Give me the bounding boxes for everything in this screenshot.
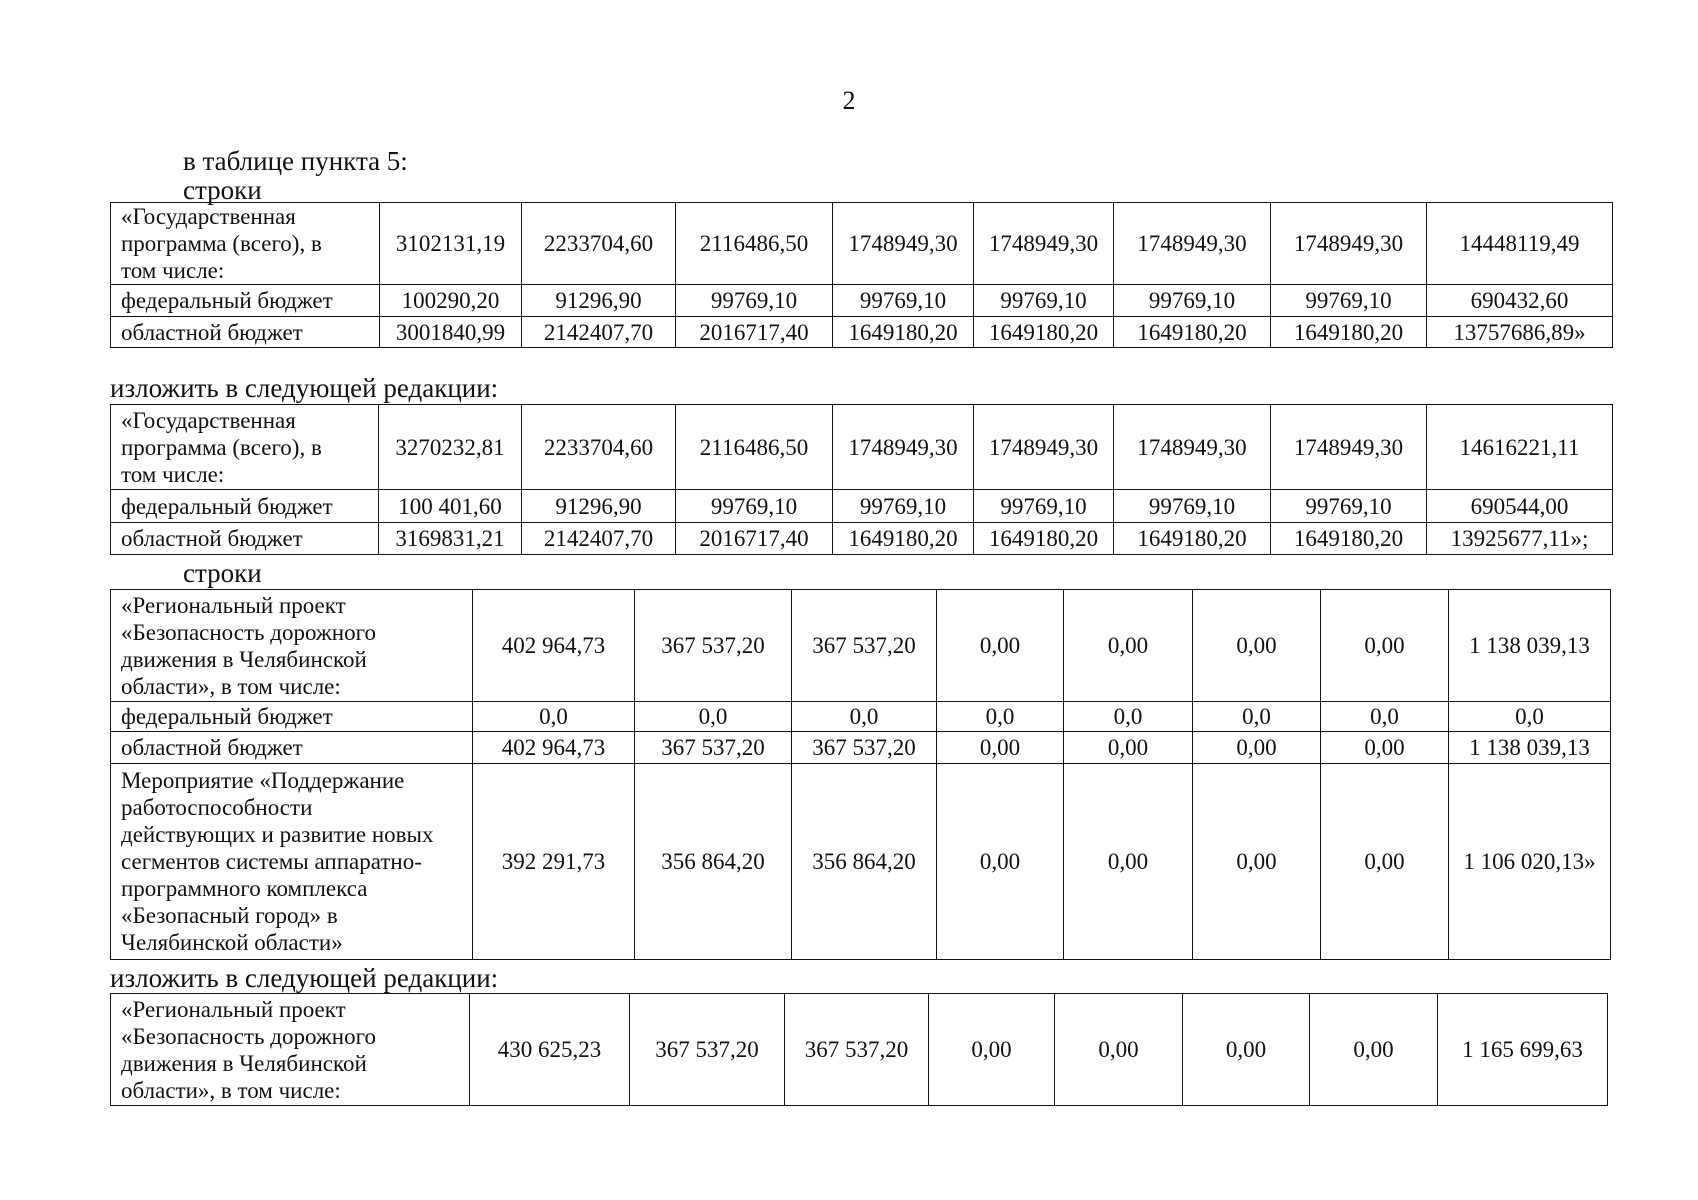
row-label <box>111 702 473 732</box>
value-cell: 99769,10 <box>676 490 833 523</box>
value-cell: 367 537,20 <box>792 590 937 702</box>
row-label-line: «Государственная <box>121 407 296 433</box>
row-label-line: действующих и развитие новых <box>121 822 434 847</box>
value-cell: 0,00 <box>929 994 1055 1106</box>
value-cell: 690544,00 <box>1427 490 1613 523</box>
value-cell: 14448119,49 <box>1427 203 1613 285</box>
value-cell: 1748949,30 <box>1271 203 1427 285</box>
value-cell: 1 106 020,13» <box>1449 764 1611 960</box>
value-cell: 1748949,30 <box>974 203 1114 285</box>
value-cell: 99769,10 <box>1114 285 1271 317</box>
row-label-line: программа (всего), в <box>121 434 322 460</box>
value-cell: 367 537,20 <box>792 732 937 764</box>
value-cell: 0,00 <box>1321 732 1449 764</box>
row-label-line: областной бюджет <box>121 319 303 345</box>
value-cell: 100290,20 <box>380 285 522 317</box>
table-row <box>111 732 1611 764</box>
row-label-line: Мероприятие «Поддержание <box>121 768 405 793</box>
value-cell: 1748949,30 <box>833 405 974 490</box>
row-label <box>111 490 379 523</box>
row-label <box>111 732 473 764</box>
value-cell: 0,0 <box>1064 702 1193 732</box>
value-cell: 1748949,30 <box>1271 405 1427 490</box>
value-cell: 99769,10 <box>676 285 833 317</box>
value-cell: 1649180,20 <box>1114 317 1271 348</box>
value-cell: 0,00 <box>1193 764 1321 960</box>
value-cell: 392 291,73 <box>473 764 635 960</box>
value-cell: 356 864,20 <box>635 764 792 960</box>
row-label-line: областной бюджет <box>121 526 303 551</box>
row-label-line: движения в Челябинской <box>121 1050 367 1076</box>
value-cell: 0,00 <box>1193 732 1321 764</box>
table-road-safety-old <box>110 589 1611 960</box>
row-label-line: программного комплекса <box>121 876 368 901</box>
row-label-line: федеральный бюджет <box>121 493 333 519</box>
table-row <box>111 490 1613 523</box>
value-cell: 91296,90 <box>522 285 676 317</box>
label-rows-1: строки <box>183 175 262 205</box>
row-label-line: том числе: <box>121 461 225 487</box>
value-cell: 0,00 <box>1310 994 1438 1106</box>
value-cell: 0,00 <box>937 764 1064 960</box>
value-cell: 0,00 <box>1321 764 1449 960</box>
value-cell: 0,00 <box>1193 590 1321 702</box>
value-cell: 1 138 039,13 <box>1449 590 1611 702</box>
value-cell: 99769,10 <box>833 490 974 523</box>
value-cell: 1649180,20 <box>1271 523 1427 555</box>
value-cell: 356 864,20 <box>792 764 937 960</box>
row-label-line: сегментов системы аппаратно- <box>121 849 422 874</box>
value-cell: 1649180,20 <box>833 523 974 555</box>
value-cell: 0,0 <box>1193 702 1321 732</box>
row-label <box>111 523 379 555</box>
value-cell: 0,00 <box>1321 590 1449 702</box>
value-cell: 0,0 <box>473 702 635 732</box>
value-cell: 3270232,81 <box>379 405 522 490</box>
value-cell: 0,00 <box>937 732 1064 764</box>
value-cell: 1748949,30 <box>974 405 1114 490</box>
row-label-line: федеральный бюджет <box>121 288 333 313</box>
table-row <box>111 523 1613 555</box>
value-cell: 367 537,20 <box>635 732 792 764</box>
value-cell: 99769,10 <box>833 285 974 317</box>
value-cell: 1649180,20 <box>833 317 974 348</box>
value-cell: 2016717,40 <box>676 317 833 348</box>
value-cell: 1649180,20 <box>1114 523 1271 555</box>
label-rows-2: строки <box>183 558 262 588</box>
value-cell: 99769,10 <box>974 285 1114 317</box>
row-label-line: области», в том числе: <box>121 673 341 699</box>
value-cell: 13925677,11»; <box>1427 523 1613 555</box>
value-cell: 2233704,60 <box>522 203 676 285</box>
value-cell: 100 401,60 <box>379 490 522 523</box>
value-cell: 1748949,30 <box>833 203 974 285</box>
row-label-line: программа (всего), в <box>121 231 322 256</box>
value-cell: 1649180,20 <box>974 317 1114 348</box>
table-row <box>111 994 1608 1106</box>
value-cell: 0,0 <box>937 702 1064 732</box>
table-road-safety-new <box>110 993 1608 1106</box>
row-label-line: «Региональный проект <box>121 996 346 1022</box>
value-cell: 1 138 039,13 <box>1449 732 1611 764</box>
value-cell: 0,0 <box>1449 702 1611 732</box>
value-cell: 91296,90 <box>522 490 676 523</box>
value-cell: 99769,10 <box>1271 490 1427 523</box>
row-label-line: «Государственная <box>121 204 296 229</box>
row-label-line: том числе: <box>121 258 225 283</box>
value-cell: 13757686,89» <box>1427 317 1613 348</box>
row-label-line: «Региональный проект <box>121 592 346 618</box>
value-cell: 367 537,20 <box>635 590 792 702</box>
value-cell: 0,0 <box>1321 702 1449 732</box>
row-label <box>111 285 380 317</box>
row-label <box>111 590 473 702</box>
value-cell: 402 964,73 <box>473 732 635 764</box>
row-label <box>111 994 470 1106</box>
row-label-line: Челябинской области» <box>121 930 343 955</box>
row-label-line: области», в том числе: <box>121 1077 341 1103</box>
value-cell: 367 537,20 <box>785 994 929 1106</box>
label-replace-2: изложить в следующей редакции: <box>110 963 499 993</box>
value-cell: 367 537,20 <box>630 994 785 1106</box>
value-cell: 1748949,30 <box>1114 203 1271 285</box>
value-cell: 0,0 <box>635 702 792 732</box>
row-label-line: федеральный бюджет <box>121 704 333 729</box>
label-replace-1: изложить в следующей редакции: <box>110 373 499 403</box>
table-row <box>111 590 1611 702</box>
value-cell: 99769,10 <box>1271 285 1427 317</box>
value-cell: 1 165 699,63 <box>1438 994 1608 1106</box>
value-cell: 2233704,60 <box>522 405 676 490</box>
row-label-line: движения в Челябинской <box>121 646 367 672</box>
intro-line: в таблице пункта 5: <box>183 146 408 176</box>
value-cell: 0,00 <box>1064 732 1193 764</box>
value-cell: 430 625,23 <box>470 994 630 1106</box>
table-budget-old <box>110 202 1613 348</box>
value-cell: 0,00 <box>937 590 1064 702</box>
value-cell: 0,00 <box>1183 994 1310 1106</box>
table-row <box>111 764 1611 960</box>
value-cell: 1649180,20 <box>1271 317 1427 348</box>
value-cell: 0,00 <box>1064 764 1193 960</box>
value-cell: 2116486,50 <box>676 405 833 490</box>
row-label-line: «Безопасность дорожного <box>121 619 376 645</box>
row-label <box>111 203 380 285</box>
table-row <box>111 702 1611 732</box>
row-label <box>111 405 379 490</box>
value-cell: 1649180,20 <box>974 523 1114 555</box>
value-cell: 0,00 <box>1064 590 1193 702</box>
value-cell: 99769,10 <box>1114 490 1271 523</box>
value-cell: 0,0 <box>792 702 937 732</box>
value-cell: 0,00 <box>1055 994 1183 1106</box>
value-cell: 402 964,73 <box>473 590 635 702</box>
table-row <box>111 405 1613 490</box>
value-cell: 2116486,50 <box>676 203 833 285</box>
value-cell: 2142407,70 <box>522 523 676 555</box>
value-cell: 3169831,21 <box>379 523 522 555</box>
row-label <box>111 764 473 960</box>
row-label-line: «Безопасность дорожного <box>121 1023 376 1049</box>
row-label-line: областной бюджет <box>121 735 303 760</box>
row-label-line: работоспособности <box>121 795 313 820</box>
table-row <box>111 203 1613 285</box>
value-cell: 690432,60 <box>1427 285 1613 317</box>
value-cell: 2142407,70 <box>522 317 676 348</box>
value-cell: 2016717,40 <box>676 523 833 555</box>
table-row <box>111 317 1613 348</box>
value-cell: 3102131,19 <box>380 203 522 285</box>
row-label-line: «Безопасный город» в <box>121 903 338 928</box>
row-label <box>111 317 380 348</box>
table-budget-new <box>110 404 1613 555</box>
value-cell: 99769,10 <box>974 490 1114 523</box>
value-cell: 3001840,99 <box>380 317 522 348</box>
page-number: 2 <box>842 86 856 115</box>
value-cell: 1748949,30 <box>1114 405 1271 490</box>
value-cell: 14616221,11 <box>1427 405 1613 490</box>
table-row <box>111 285 1613 317</box>
